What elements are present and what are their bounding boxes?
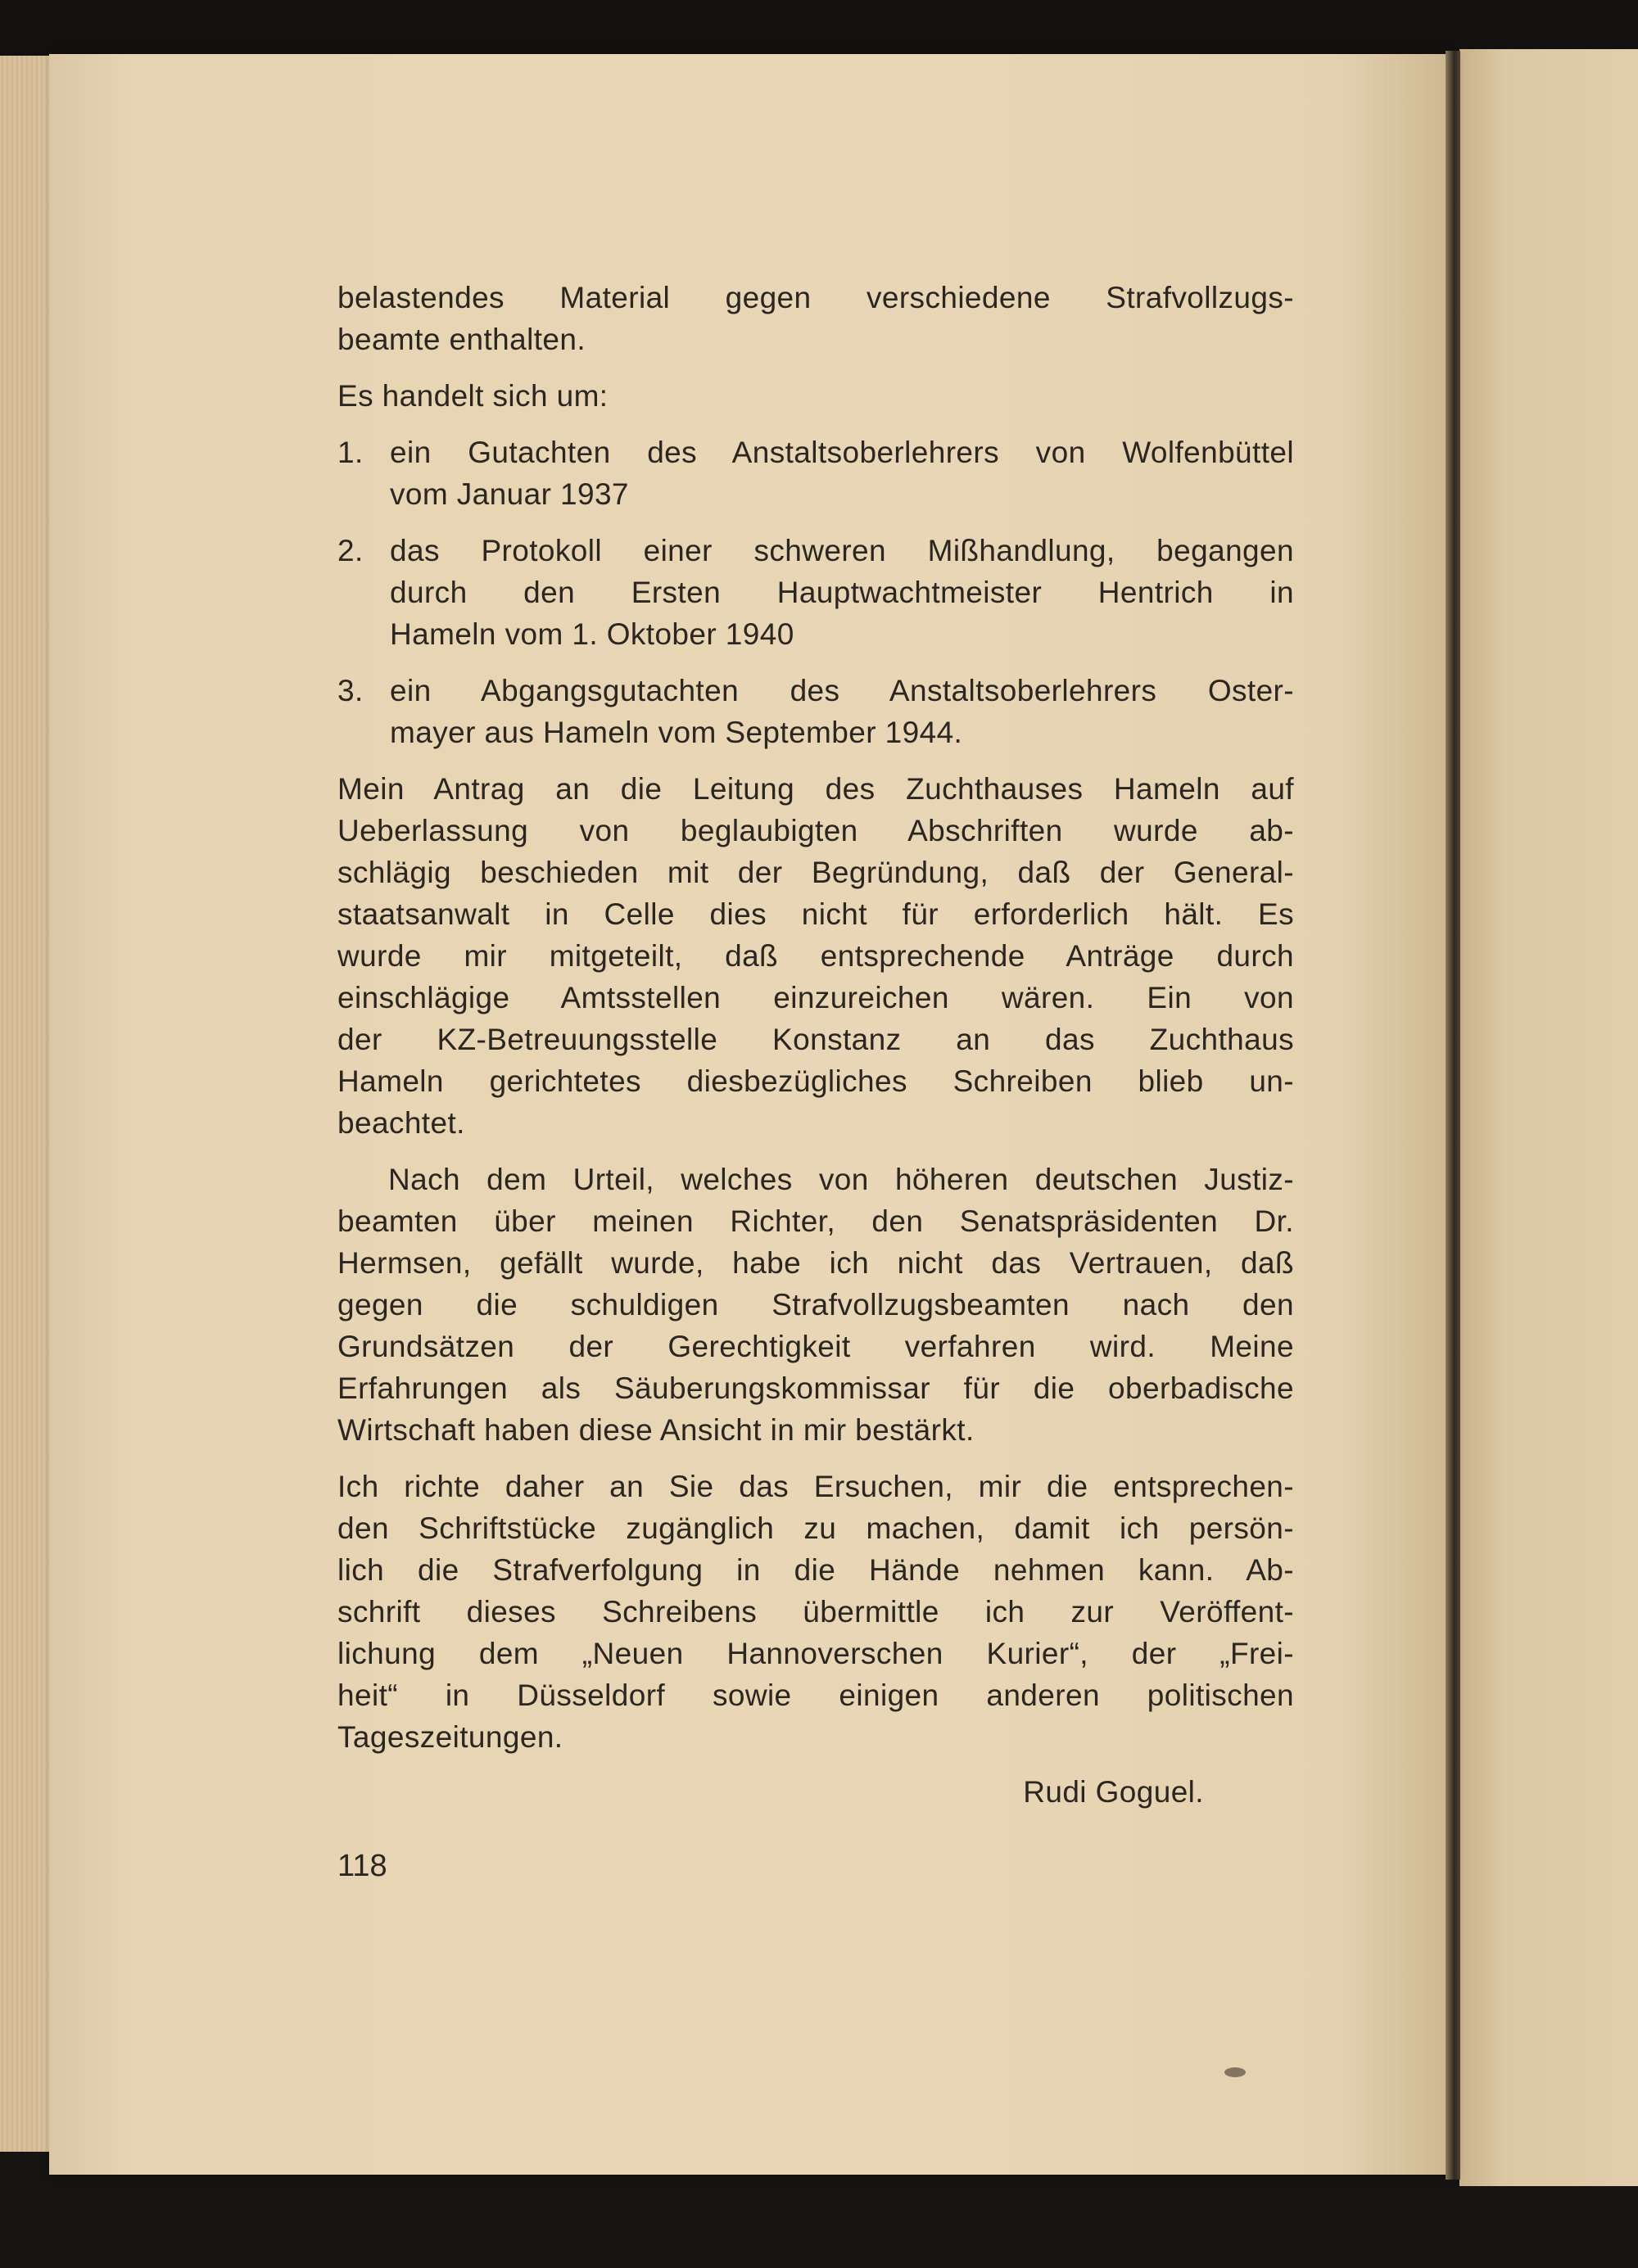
intro-line: beamte enthalten.	[337, 323, 586, 356]
paragraph-line: schlägig beschieden mit der Begründung, daß der General-	[337, 856, 1294, 889]
list-item-number: 1.	[337, 436, 364, 469]
paragraph-line: Erfahrungen als Säuberungskommissar für die oberbadische	[337, 1371, 1294, 1405]
paragraph-line: wurde mir mitgeteilt, daß entsprechende Anträge durch	[337, 939, 1294, 973]
list-item	[337, 670, 1294, 753]
list-lead: Es handelt sich um:	[337, 379, 609, 413]
list-item	[337, 530, 1294, 655]
page-number: 118	[337, 1849, 387, 1883]
paragraph-line: Ueberlassung von beglaubigten Abschriften wurde ab-	[337, 814, 1294, 847]
list-item	[337, 431, 1294, 515]
paragraph-line: Nach dem Urteil, welches von höheren deutschen Justiz-	[388, 1163, 1294, 1196]
paragraph-line: Wirtschaft haben diese Ansicht in mir bestärkt.	[337, 1413, 975, 1447]
paragraph	[337, 1466, 1294, 1758]
page-body	[337, 277, 1294, 1813]
paragraph-line: schrift dieses Schreibens übermittle ich zur Veröffent-	[337, 1595, 1294, 1629]
paragraph-line: lichung dem „Neuen Hannoverschen Kurier“, der „Frei-	[337, 1637, 1294, 1670]
paragraph-line: den Schriftstücke zugänglich zu machen, damit ich persön-	[337, 1511, 1294, 1545]
paragraph-line: Grundsätzen der Gerechtigkeit verfahren wird. Meine	[337, 1330, 1294, 1363]
list-item-number: 3.	[337, 674, 364, 707]
paragraph-line: lich die Strafverfolgung in die Hände nehmen kann. Ab-	[337, 1553, 1294, 1587]
paragraph	[337, 1159, 1294, 1451]
list-item-line: mayer aus Hameln vom September 1944.	[390, 716, 963, 749]
paragraph-line: Ich richte daher an Sie das Ersuchen, mir die entsprechen-	[337, 1470, 1294, 1503]
paragraph-line: Hameln gerichtetes diesbezügliches Schreiben blieb un-	[337, 1064, 1294, 1098]
signature: Rudi Goguel.	[1023, 1775, 1204, 1809]
list-item-line: ein Abgangsgutachten des Anstaltsoberlehrers Oster-	[390, 674, 1294, 707]
paragraph-line: beachtet.	[337, 1106, 465, 1140]
paragraph-line: der KZ-Betreuungsstelle Konstanz an das Zuchthaus	[337, 1023, 1294, 1056]
paragraph-line: beamten über meinen Richter, den Senatspräsidenten Dr.	[337, 1204, 1294, 1238]
list-item-line: das Protokoll einer schweren Mißhandlung, begangen	[390, 534, 1294, 567]
scan-bottom-border	[0, 2202, 1638, 2268]
paragraph-line: heit“ in Düsseldorf sowie einigen anderen politischen	[337, 1678, 1294, 1712]
paragraph-line: einschlägige Amtsstellen einzureichen wären. Ein von	[337, 981, 1294, 1014]
paragraph-line: Tageszeitungen.	[337, 1720, 563, 1754]
paragraph-line: Mein Antrag an die Leitung des Zuchthauses Hameln auf	[337, 772, 1294, 806]
list-item-line: durch den Ersten Hauptwachtmeister Hentrich in	[390, 576, 1294, 609]
book-gutter	[1446, 51, 1460, 2180]
facing-page	[1459, 49, 1638, 2186]
list-item-line: vom Januar 1937	[390, 477, 629, 511]
ink-stain	[1224, 2067, 1246, 2077]
list-item-number: 2.	[337, 534, 364, 567]
paragraph	[337, 768, 1294, 1144]
intro-line: belastendes Material gegen verschiedene Strafvollzugs-	[337, 281, 1294, 314]
scan-top-border	[0, 0, 1638, 59]
paragraph-line: gegen die schuldigen Strafvollzugsbeamten nach den	[337, 1288, 1294, 1321]
paragraph-line: staatsanwalt in Celle dies nicht für erforderlich hält. Es	[337, 897, 1294, 931]
list-item-line: Hameln vom 1. Oktober 1940	[390, 617, 794, 651]
paragraph-line: Hermsen, gefällt wurde, habe ich nicht das Vertrauen, daß	[337, 1246, 1294, 1280]
list-item-line: ein Gutachten des Anstaltsoberlehrers von Wolfenbüttel	[390, 436, 1294, 469]
